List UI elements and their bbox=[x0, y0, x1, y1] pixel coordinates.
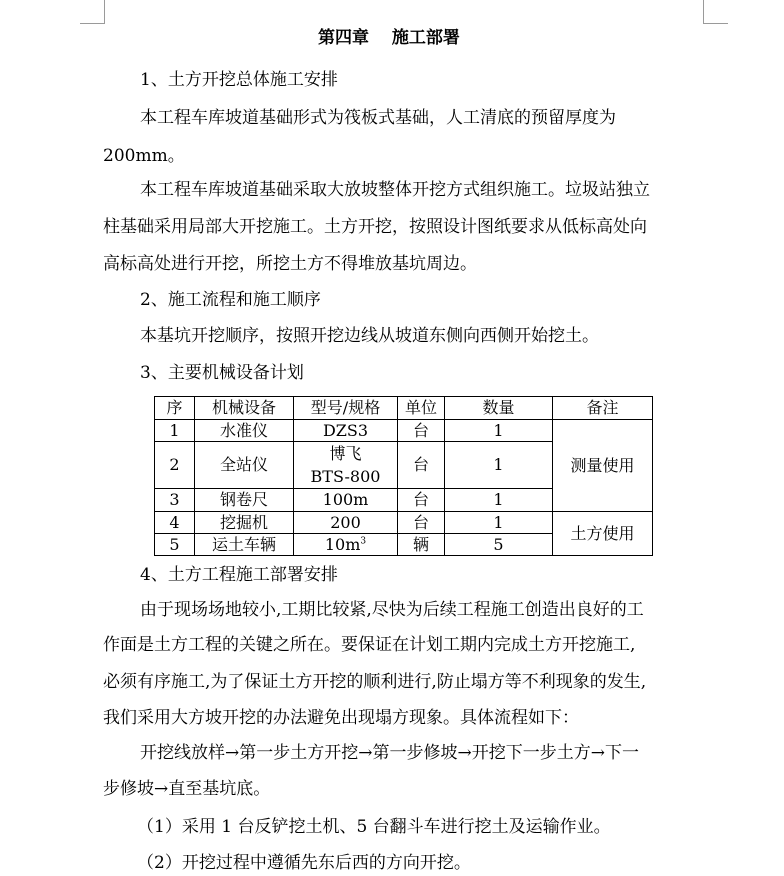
header-cell: 单位 bbox=[398, 397, 445, 420]
section4-para1-line3: 必须有序施工,为了保证土方开挖的顺利进行,防止塌方等不利现象的发生, bbox=[103, 672, 647, 692]
cell-model-text: 10m bbox=[324, 534, 361, 554]
cell-model: 100m bbox=[294, 489, 398, 512]
header-cell: 备注 bbox=[553, 397, 653, 420]
cell-name: 全站仪 bbox=[195, 442, 294, 489]
cell-qty: 1 bbox=[445, 442, 553, 489]
crop-mark-right-v bbox=[703, 0, 704, 24]
cell-remark: 测量使用 bbox=[553, 420, 653, 512]
section4-flow-line1: 开挖线放样→第一步土方开挖→第一步修坡→开挖下一步土方→下一 bbox=[140, 743, 639, 763]
section4-flow-line2: 步修坡→直至基坑底。 bbox=[103, 779, 271, 799]
cell-qty: 5 bbox=[445, 534, 553, 556]
cell-name: 运土车辆 bbox=[195, 534, 294, 556]
cell-unit: 台 bbox=[398, 512, 445, 534]
cell-qty: 1 bbox=[445, 420, 553, 442]
superscript: 3 bbox=[360, 536, 367, 547]
section4-item1: （1）采用 1 台反铲挖土机、5 台翻斗车进行挖土及运输作业。 bbox=[137, 817, 611, 837]
section1-para2-line2: 柱基础采用局部大开挖施工。土方开挖，按照设计图纸要求从低标高处向 bbox=[103, 217, 647, 237]
section4-para1-line4: 我们采用大方坡开挖的办法避免出现塌方现象。具体流程如下： bbox=[103, 708, 579, 728]
table-row bbox=[155, 420, 653, 442]
cell-no: 2 bbox=[155, 442, 195, 489]
table-header-row bbox=[155, 397, 653, 420]
cell-unit: 台 bbox=[398, 489, 445, 512]
cell-name: 水准仪 bbox=[195, 420, 294, 442]
cell-name: 挖掘机 bbox=[195, 512, 294, 534]
section4-para1-line1: 由于现场场地较小,工期比较紧,尽快为后续工程施工创造出良好的工 bbox=[140, 600, 644, 620]
header-cell: 序 bbox=[155, 397, 195, 420]
cell-unit: 台 bbox=[398, 442, 445, 489]
cell-remark: 土方使用 bbox=[553, 512, 653, 556]
section3-heading: 3、主要机械设备计划 bbox=[140, 363, 304, 383]
header-cell: 机械设备 bbox=[195, 397, 294, 420]
section2-heading: 2、施工流程和施工顺序 bbox=[140, 290, 321, 310]
cell-qty: 1 bbox=[445, 512, 553, 534]
cell-model: DZS3 bbox=[294, 420, 398, 442]
cell-model-line2: BTS-800 bbox=[310, 467, 381, 486]
cell-model bbox=[294, 534, 398, 556]
cell-no: 1 bbox=[155, 420, 195, 442]
section1-para1-line2: 200mm。 bbox=[103, 146, 185, 166]
crop-mark-right-h bbox=[703, 23, 728, 24]
section1-para2-line1: 本工程车库坡道基础采取大放坡整体开挖方式组织施工。垃圾站独立 bbox=[140, 180, 650, 200]
cell-no: 4 bbox=[155, 512, 195, 534]
section2-para: 本基坑开挖顺序，按照开挖边线从坡道东侧向西侧开始挖土。 bbox=[140, 326, 599, 346]
cell-unit: 台 bbox=[398, 420, 445, 442]
section4-item2: （2）开挖过程中遵循先东后西的方向开挖。 bbox=[137, 853, 471, 873]
cell-unit: 辆 bbox=[398, 534, 445, 556]
section1-para1-line1: 本工程车库坡道基础形式为筏板式基础，人工清底的预留厚度为 bbox=[140, 108, 616, 128]
section1-heading: 1、土方开挖总体施工安排 bbox=[140, 70, 338, 90]
section1-para2-line3: 高标高处进行开挖，所挖土方不得堆放基坑周边。 bbox=[103, 254, 477, 274]
section4-heading: 4、土方工程施工部署安排 bbox=[140, 565, 338, 585]
chapter-title: 第四章 施工部署 bbox=[318, 28, 460, 48]
equipment-table bbox=[154, 396, 653, 556]
cell-model: 200 bbox=[294, 512, 398, 534]
crop-mark-left-v bbox=[104, 0, 105, 24]
table-row bbox=[155, 512, 653, 534]
cell-no: 5 bbox=[155, 534, 195, 556]
cell-no: 3 bbox=[155, 489, 195, 512]
header-cell: 型号/规格 bbox=[294, 397, 398, 420]
cell-qty: 1 bbox=[445, 489, 553, 512]
header-cell: 数量 bbox=[445, 397, 553, 420]
cell-name: 钢卷尺 bbox=[195, 489, 294, 512]
cell-model bbox=[294, 442, 398, 489]
cell-model-line1: 博飞 bbox=[329, 444, 362, 463]
section4-para1-line2: 作面是土方工程的关键之所在。要保证在计划工期内完成土方开挖施工, bbox=[103, 635, 636, 655]
crop-mark-left-h bbox=[80, 23, 105, 24]
